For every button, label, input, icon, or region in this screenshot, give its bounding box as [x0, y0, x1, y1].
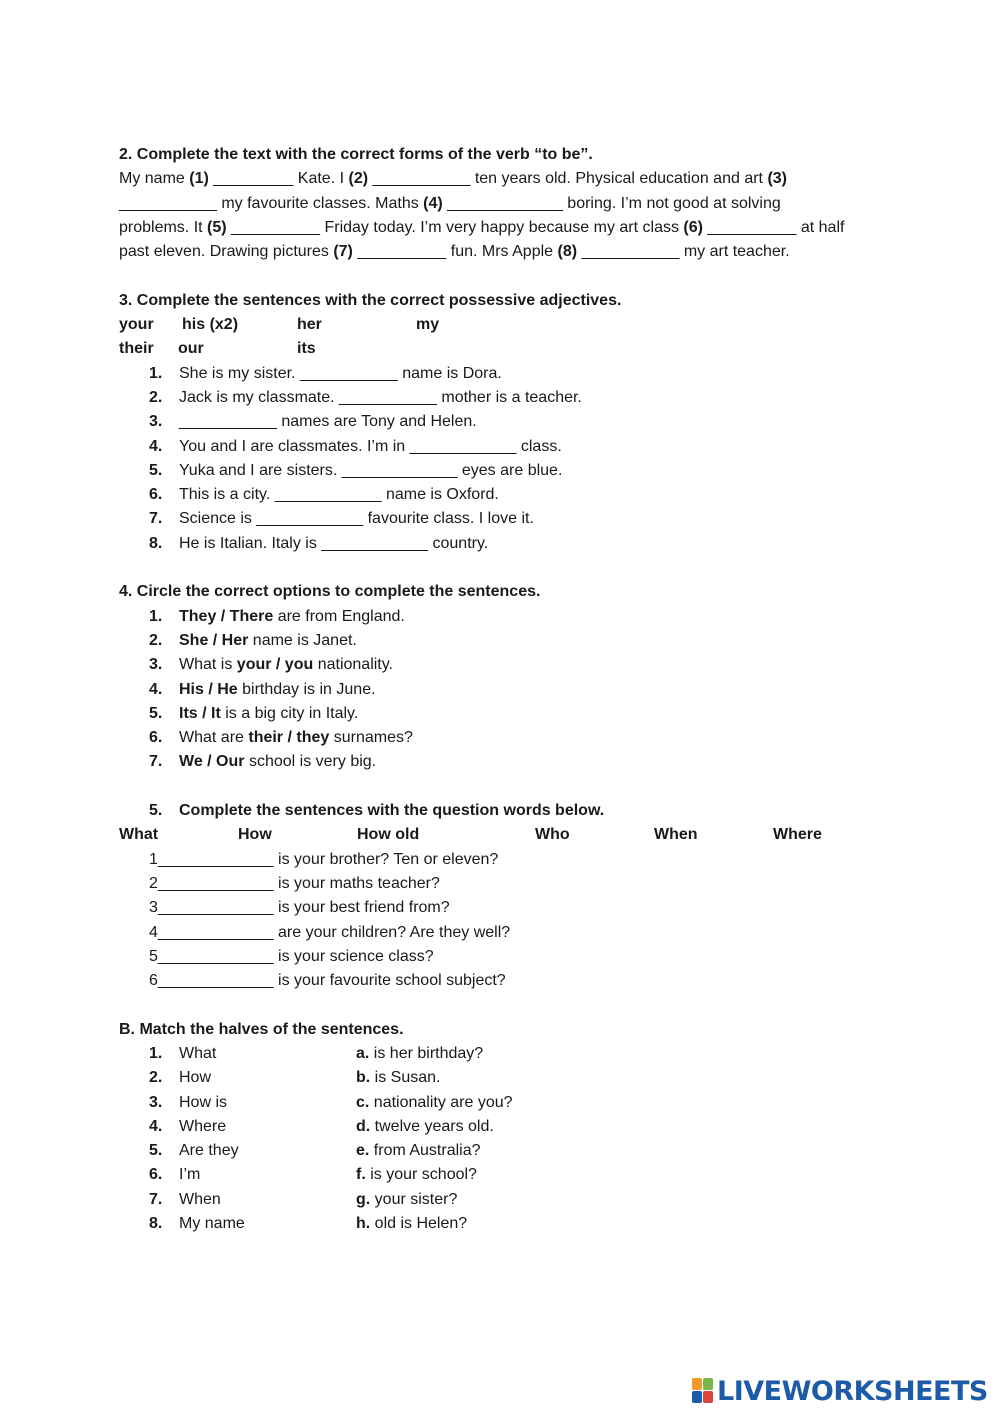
item-number: 4.	[149, 680, 163, 698]
list-item	[119, 1139, 899, 1163]
exB-list	[119, 1042, 899, 1236]
list-item	[119, 1188, 899, 1212]
list-item	[119, 678, 899, 702]
worksheet	[119, 143, 899, 1236]
match-right: twelve years old.	[370, 1117, 494, 1135]
match-right: from Australia?	[369, 1142, 481, 1160]
list-item	[119, 1066, 899, 1090]
ex5-list	[119, 848, 899, 994]
item-number: 6.	[149, 1166, 163, 1184]
item-number: 7.	[149, 753, 163, 771]
match-left: How	[179, 1069, 212, 1087]
match-right: old is Helen?	[370, 1215, 468, 1233]
item-number: 1.	[149, 1044, 163, 1062]
ex3-title: 3. Complete the sentences with the correct possessive adjectives.	[119, 291, 622, 309]
item-text: 3_____________ is your best friend from?	[149, 899, 450, 917]
ex4-title: 4. Circle the correct options to complete the sentences.	[119, 583, 541, 601]
list-item	[119, 605, 899, 629]
word-bank-item: How old	[357, 826, 420, 844]
list-item	[119, 1212, 899, 1236]
match-letter: d.	[356, 1117, 371, 1135]
item-text: 4_____________ are your children? Are they well?	[149, 923, 511, 941]
item-options: She / Her	[179, 631, 249, 649]
ex3-word-bank-row-1	[119, 313, 899, 337]
list-item	[119, 410, 899, 434]
list-item	[119, 362, 899, 386]
item-text-post: are from England.	[273, 607, 405, 625]
item-text-post: is a big city in Italy.	[220, 704, 359, 722]
list-item	[119, 702, 899, 726]
list-item	[119, 386, 899, 410]
item-options: Its / It	[179, 704, 221, 722]
item-number: 4.	[149, 437, 163, 455]
match-left: How is	[179, 1093, 228, 1111]
match-left: My name	[179, 1215, 245, 1233]
list-item	[119, 653, 899, 677]
list-item	[119, 507, 899, 531]
ex3-word-bank-row-2	[119, 337, 899, 361]
word-bank-item: Who	[535, 826, 570, 844]
list-item	[119, 1163, 899, 1187]
list-item	[119, 1042, 899, 1066]
word-bank-item: your	[119, 316, 154, 334]
match-right: is Susan.	[370, 1069, 441, 1087]
item-text: You and I are classmates. I’m in ____________ class.	[179, 437, 562, 455]
item-number: 3.	[149, 1093, 163, 1111]
item-options: your / you	[236, 656, 314, 674]
item-options: His / He	[179, 680, 238, 698]
item-number: 6.	[149, 729, 163, 747]
item-text: This is a city. ____________ name is Oxford.	[179, 486, 499, 504]
item-number: 8.	[149, 534, 163, 552]
item-text-post: nationality.	[313, 656, 393, 674]
list-item	[119, 945, 899, 969]
item-number: 4.	[149, 1117, 163, 1135]
item-text: Jack is my classmate. ___________ mother is a teacher.	[179, 388, 582, 406]
match-left: Are they	[179, 1142, 239, 1160]
item-text: He is Italian. Italy is ____________ country.	[179, 534, 489, 552]
list-item	[119, 483, 899, 507]
match-letter: c.	[356, 1093, 370, 1111]
item-number: 2.	[149, 388, 163, 406]
item-text: Science is ____________ favourite class. I love it.	[179, 510, 534, 528]
word-bank-item: its	[297, 340, 316, 358]
word-bank-item: When	[654, 826, 698, 844]
list-item	[119, 532, 899, 556]
list-item	[119, 726, 899, 750]
item-text: ___________ names are Tony and Helen.	[179, 413, 477, 431]
list-item	[119, 848, 899, 872]
item-number: 8.	[149, 1215, 163, 1233]
item-text-post: surnames?	[329, 729, 413, 747]
item-number: 2.	[149, 1069, 163, 1087]
list-item	[119, 896, 899, 920]
ex4-list	[119, 605, 899, 775]
item-text-pre: What is	[179, 656, 237, 674]
item-number: 3.	[149, 656, 163, 674]
list-item	[119, 969, 899, 993]
word-bank-item: his (x2)	[182, 316, 239, 334]
ex5-title: 5. Complete the sentences with the question words below.	[149, 802, 605, 820]
item-text: Yuka and I are sisters. _____________ eyes are blue.	[179, 461, 563, 479]
item-number: 1.	[149, 607, 163, 625]
item-text: 6_____________ is your favourite school subject?	[149, 972, 506, 990]
item-number: 3.	[149, 413, 163, 431]
item-text-post: name is Janet.	[248, 631, 357, 649]
item-text-post: birthday is in June.	[237, 680, 376, 698]
item-text: She is my sister. ___________ name is Dora.	[179, 364, 502, 382]
item-text: 2_____________ is your maths teacher?	[149, 874, 440, 892]
item-text-post: school is very big.	[244, 753, 377, 771]
item-number: 6.	[149, 486, 163, 504]
match-letter: g.	[356, 1190, 371, 1208]
match-left: Where	[179, 1117, 227, 1135]
ex2-line-3: problems. It (5) __________ Friday today. I’m very happy because my art class (6) __________ at half	[119, 218, 845, 236]
match-left: When	[179, 1190, 221, 1208]
word-bank-item: my	[416, 316, 440, 334]
ex5-word-bank	[119, 823, 899, 847]
liveworksheets-logo	[692, 1374, 988, 1408]
list-item	[119, 435, 899, 459]
list-item	[119, 1091, 899, 1115]
item-options: We / Our	[179, 753, 245, 771]
list-item	[119, 921, 899, 945]
word-bank-item: How	[238, 826, 272, 844]
ex2-title: 2. Complete the text with the correct forms of the verb “to be”.	[119, 146, 593, 163]
match-letter: a.	[356, 1044, 370, 1062]
item-number: 5.	[149, 1142, 163, 1160]
list-item	[119, 872, 899, 896]
word-bank-item: our	[178, 340, 204, 358]
list-item	[119, 629, 899, 653]
match-left: What	[179, 1044, 217, 1062]
item-number: 1.	[149, 364, 163, 382]
match-right: your sister?	[370, 1190, 458, 1208]
word-bank-item: What	[119, 826, 159, 844]
ex2-line-1: My name (1) _________ Kate. I (2) ___________ ten years old. Physical education and art (3)	[119, 170, 787, 188]
list-item	[119, 459, 899, 483]
ex3-list	[119, 362, 899, 556]
item-number: 5.	[149, 461, 163, 479]
list-item	[119, 750, 899, 774]
match-letter: f.	[356, 1166, 366, 1184]
item-options: their / they	[248, 729, 330, 747]
word-bank-item: their	[119, 340, 154, 358]
list-item	[119, 1115, 899, 1139]
word-bank-item: her	[297, 316, 322, 334]
item-text: 5_____________ is your science class?	[149, 947, 434, 965]
item-text-pre: What are	[179, 729, 249, 747]
exB-title: B. Match the halves of the sentences.	[119, 1020, 404, 1038]
word-bank-item: Where	[773, 826, 822, 844]
match-letter: h.	[356, 1215, 371, 1233]
match-letter: b.	[356, 1069, 371, 1087]
item-number: 5.	[149, 704, 163, 722]
item-number: 7.	[149, 1190, 163, 1208]
ex2-line-2: ___________ my favourite classes. Maths (4) _____________ boring. I’m not good at solving	[119, 194, 781, 212]
match-letter: e.	[356, 1142, 370, 1160]
match-left: I’m	[179, 1166, 201, 1184]
item-number: 7.	[149, 510, 163, 528]
match-right: nationality are you?	[369, 1093, 513, 1111]
item-text: 1_____________ is your brother? Ten or eleven?	[149, 850, 499, 868]
match-right: is her birthday?	[369, 1044, 484, 1062]
item-options: They / There	[179, 607, 274, 625]
logo-text: LIVEWORKSHEETS	[717, 1375, 988, 1407]
match-right: is your school?	[365, 1166, 477, 1184]
item-number: 2.	[149, 631, 163, 649]
liveworksheets-mark-icon	[692, 1378, 714, 1404]
ex2-line-4: past eleven. Drawing pictures (7) __________ fun. Mrs Apple (8) ___________ my art teacher.	[119, 243, 790, 261]
